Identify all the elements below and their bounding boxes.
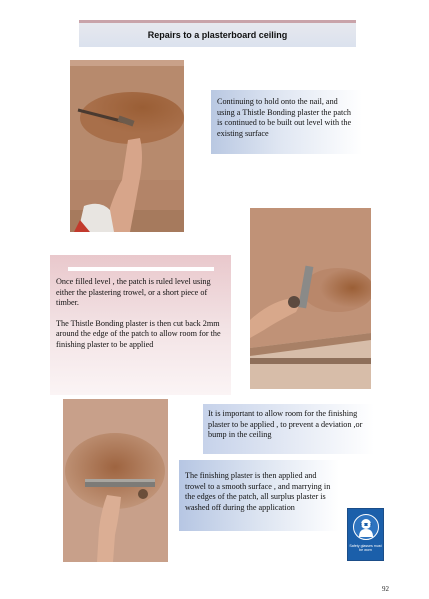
photo-ruling-patch	[250, 208, 371, 389]
caption-step-2	[50, 255, 231, 395]
caption-step-2-para-1: Once filled level , the patch is ruled level using either the plastering trowel, or a short piece of timber.	[56, 277, 211, 307]
caption-step-4	[179, 460, 339, 531]
caption-divider	[68, 267, 214, 271]
page-title-bar	[79, 20, 356, 47]
caption-step-1-text: Continuing to hold onto the nail, and using a Thistle Bonding plaster the patch is continued to be built out level with the existing surface	[217, 97, 352, 138]
photo-applying-bonding-plaster	[70, 60, 184, 232]
page-number: 92	[382, 585, 389, 593]
safety-glasses-sign	[347, 508, 384, 561]
caption-step-4-text: The finishing plaster is then applied and trowel to a smooth surface , and marrying in the edges of the patch, all surplus plaster is washed off during the application	[185, 471, 331, 512]
page-title: Repairs to a plasterboard ceiling	[147, 30, 288, 40]
caption-step-3	[203, 404, 374, 454]
photo-applying-finishing-plaster	[63, 399, 168, 562]
caption-step-3-text: It is important to allow room for the finishing plaster to be applied , to prevent a deviation ,or bump in the ceiling	[208, 409, 363, 439]
safety-sign-text: Safety glasses must be worn	[349, 544, 382, 553]
caption-step-1	[211, 90, 362, 154]
caption-step-2-para-2: The Thistle Bonding plaster is then cut back 2mm around the edge of the patch to allow room for the finishing plaster to be applied	[56, 318, 221, 349]
safety-glasses-icon	[353, 514, 379, 540]
